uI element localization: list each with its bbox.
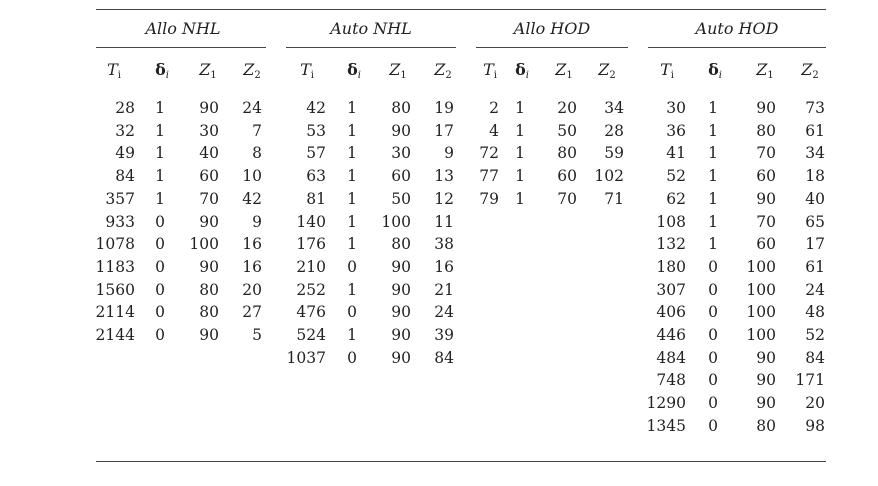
column-header-subscript: 1 xyxy=(767,70,774,81)
table-cell: 484 xyxy=(656,348,686,367)
group-title: Allo HOD xyxy=(513,19,591,38)
table-cell: 90 xyxy=(756,99,776,117)
table-cell: 20 xyxy=(805,394,825,413)
table-cell: 476 xyxy=(296,303,326,322)
table-cell: 80 xyxy=(199,280,219,299)
table-cell: 28 xyxy=(604,121,624,140)
table-cell: 0 xyxy=(708,416,718,435)
table-cell: 90 xyxy=(199,99,219,117)
table-cell: 28 xyxy=(115,99,135,117)
column-header xyxy=(389,60,407,86)
column-header-subscript: 2 xyxy=(609,70,616,81)
table-cell: 70 xyxy=(756,212,776,231)
column-header-symbol: Z xyxy=(801,60,813,79)
table-cell: 61 xyxy=(805,257,825,276)
table-cell: 84 xyxy=(434,348,454,367)
table-cell: 10 xyxy=(242,167,262,186)
group-underline xyxy=(286,47,456,48)
column-header-subscript: i xyxy=(357,70,361,81)
column-header-symbol: Z xyxy=(199,60,211,79)
table-cell: 24 xyxy=(434,303,454,322)
table-cell: 0 xyxy=(708,257,718,276)
table-cell: 307 xyxy=(656,280,686,299)
table-cell: 100 xyxy=(189,235,219,254)
table-cell: 176 xyxy=(296,235,326,254)
table-cell: 77 xyxy=(479,167,499,186)
table-cell: 102 xyxy=(594,167,624,186)
table-cell: 90 xyxy=(756,189,776,208)
column-header xyxy=(199,60,217,86)
table-cell: 90 xyxy=(199,212,219,231)
table-cell: 80 xyxy=(391,99,411,117)
group-title: Allo NHL xyxy=(145,19,221,38)
table-cell: 16 xyxy=(434,257,454,276)
table-cell: 1037 xyxy=(286,348,326,367)
group-underline xyxy=(648,47,826,48)
table-cell: 1 xyxy=(155,99,165,117)
table-cell: 180 xyxy=(656,257,686,276)
table-cell: 84 xyxy=(805,348,825,367)
table-cell: 30 xyxy=(666,99,686,117)
column-header-subscript: i xyxy=(117,70,121,81)
table-cell: 0 xyxy=(708,371,718,390)
column-header-symbol: Z xyxy=(756,60,768,79)
column-header xyxy=(434,60,452,86)
table-cell: 52 xyxy=(666,167,686,186)
table-cell: 50 xyxy=(557,121,577,140)
table-cell: 2114 xyxy=(95,303,135,322)
column-header-symbol: Z xyxy=(555,60,567,79)
table-cell: 13 xyxy=(434,167,454,186)
table-cell: 60 xyxy=(756,235,776,254)
table-cell: 1 xyxy=(347,326,357,344)
column-header xyxy=(598,60,616,86)
table-cell: 0 xyxy=(347,348,357,367)
table-cell: 62 xyxy=(666,189,686,208)
table-cell: 108 xyxy=(656,212,686,231)
table-cell: 171 xyxy=(795,371,825,390)
table-cell: 70 xyxy=(756,144,776,163)
table-cell: 1 xyxy=(347,121,357,140)
table-cell: 1 xyxy=(155,144,165,163)
table-cell: 0 xyxy=(155,212,165,231)
table-cell: 524 xyxy=(296,326,326,344)
column-header-subscript: 2 xyxy=(812,70,819,81)
table-cell: 140 xyxy=(296,212,326,231)
column-header xyxy=(347,60,361,86)
group-title: Auto HOD xyxy=(695,19,779,38)
table-cell: 1 xyxy=(708,121,718,140)
table-cell: 100 xyxy=(746,303,776,322)
table-cell: 1 xyxy=(347,144,357,163)
column-header-symbol: δ xyxy=(155,60,166,79)
table-cell: 1 xyxy=(155,167,165,186)
column-header-subscript: i xyxy=(310,70,314,81)
group-underline xyxy=(96,47,266,48)
table-cell: 1 xyxy=(515,121,525,140)
table-cell: 1 xyxy=(708,189,718,208)
column-header-symbol: T xyxy=(483,60,494,79)
table-cell: 24 xyxy=(242,99,262,117)
table-cell: 1 xyxy=(347,212,357,231)
table-cell: 1 xyxy=(708,144,718,163)
table-cell: 34 xyxy=(805,144,825,163)
table-cell: 0 xyxy=(155,303,165,322)
column-header-subscript: 2 xyxy=(445,70,452,81)
table-cell: 24 xyxy=(805,280,825,299)
column-header-subscript: 1 xyxy=(566,70,573,81)
table-cell: 0 xyxy=(347,303,357,322)
table-cell: 1 xyxy=(347,280,357,299)
table-cell: 16 xyxy=(242,257,262,276)
table-cell: 18 xyxy=(805,167,825,186)
table-cell: 73 xyxy=(805,99,825,117)
column-header xyxy=(555,60,573,86)
table-cell: 1290 xyxy=(646,394,686,413)
table-cell: 8 xyxy=(252,144,262,163)
table-cell: 61 xyxy=(805,121,825,140)
table-cell: 34 xyxy=(604,99,624,117)
table-cell: 0 xyxy=(708,348,718,367)
table-cell: 90 xyxy=(391,257,411,276)
column-header xyxy=(660,60,674,86)
table-cell: 71 xyxy=(604,189,624,208)
column-header-symbol: T xyxy=(107,60,118,79)
table-cell: 1 xyxy=(347,99,357,117)
column-header-subscript: i xyxy=(670,70,674,81)
table-cell: 0 xyxy=(155,280,165,299)
table-cell: 80 xyxy=(557,144,577,163)
table-cell: 1 xyxy=(515,99,525,117)
table-cell: 2 xyxy=(489,99,499,117)
table-cell: 50 xyxy=(391,189,411,208)
table-cell: 52 xyxy=(805,326,825,344)
table-cell: 2144 xyxy=(95,326,135,344)
table-cell: 1 xyxy=(347,167,357,186)
table-cell: 20 xyxy=(242,280,262,299)
table-cell: 42 xyxy=(306,99,326,117)
column-header-symbol: T xyxy=(300,60,311,79)
table-cell: 100 xyxy=(381,212,411,231)
table-cell: 41 xyxy=(666,144,686,163)
column-header-symbol: Z xyxy=(243,60,255,79)
table-cell: 84 xyxy=(115,167,135,186)
table-cell: 90 xyxy=(391,303,411,322)
table-cell: 1 xyxy=(155,189,165,208)
table-cell: 60 xyxy=(557,167,577,186)
top-rule xyxy=(96,9,826,10)
table-cell: 80 xyxy=(199,303,219,322)
table-cell: 1 xyxy=(708,212,718,231)
table-cell: 30 xyxy=(391,144,411,163)
table-cell: 70 xyxy=(557,189,577,208)
column-header-subscript: i xyxy=(493,70,497,81)
table-cell: 21 xyxy=(434,280,454,299)
table-cell: 1 xyxy=(515,167,525,186)
table-cell: 132 xyxy=(656,235,686,254)
column-header xyxy=(243,60,261,86)
table-cell: 90 xyxy=(756,348,776,367)
table-cell: 0 xyxy=(155,326,165,344)
table-cell: 100 xyxy=(746,280,776,299)
table-cell: 7 xyxy=(252,121,262,140)
table-cell: 38 xyxy=(434,235,454,254)
table-cell: 63 xyxy=(306,167,326,186)
table-cell: 5 xyxy=(252,326,262,344)
table-cell: 81 xyxy=(306,189,326,208)
table-cell: 90 xyxy=(391,326,411,344)
column-header-subscript: 1 xyxy=(210,70,217,81)
table-cell: 1345 xyxy=(646,416,686,435)
table-cell: 90 xyxy=(391,280,411,299)
table-cell: 80 xyxy=(756,416,776,435)
column-header-subscript: 2 xyxy=(254,70,261,81)
table-cell: 11 xyxy=(434,212,454,231)
column-header xyxy=(155,60,169,86)
column-header xyxy=(708,60,722,86)
group-underline xyxy=(476,47,628,48)
column-header xyxy=(300,60,314,86)
table-cell: 9 xyxy=(444,144,454,163)
table-cell: 79 xyxy=(479,189,499,208)
table-cell: 100 xyxy=(746,257,776,276)
table-cell: 90 xyxy=(391,121,411,140)
table-cell: 39 xyxy=(434,326,454,344)
column-header-symbol: Z xyxy=(389,60,401,79)
table-cell: 42 xyxy=(242,189,262,208)
table-cell: 17 xyxy=(805,235,825,254)
table-cell: 30 xyxy=(199,121,219,140)
table-cell: 59 xyxy=(604,144,624,163)
column-header-subscript: i xyxy=(165,70,169,81)
table-cell: 0 xyxy=(708,280,718,299)
table-cell: 446 xyxy=(656,326,686,344)
table-cell: 98 xyxy=(805,416,825,435)
group-title: Auto NHL xyxy=(330,19,412,38)
table-cell: 1078 xyxy=(95,235,135,254)
table-cell: 1 xyxy=(708,99,718,117)
table-cell: 40 xyxy=(805,189,825,208)
table-cell: 65 xyxy=(805,212,825,231)
table-cell: 1 xyxy=(515,144,525,163)
table-cell: 1 xyxy=(708,167,718,186)
table-cell: 48 xyxy=(805,303,825,322)
table-cell: 80 xyxy=(756,121,776,140)
table-cell: 17 xyxy=(434,121,454,140)
table-cell: 357 xyxy=(105,189,135,208)
table-cell: 1 xyxy=(347,235,357,254)
table-cell: 0 xyxy=(347,257,357,276)
table-cell: 20 xyxy=(557,99,577,117)
table-cell: 252 xyxy=(296,280,326,299)
table-cell: 53 xyxy=(306,121,326,140)
column-header-subscript: i xyxy=(718,70,722,81)
table-cell: 60 xyxy=(199,167,219,186)
column-header-symbol: Z xyxy=(434,60,446,79)
column-header-subscript: i xyxy=(525,70,529,81)
table-cell: 16 xyxy=(242,235,262,254)
table-cell: 32 xyxy=(115,121,135,140)
table-cell: 60 xyxy=(756,167,776,186)
table-cell: 1 xyxy=(515,189,525,208)
column-header-subscript: 1 xyxy=(400,70,407,81)
column-header xyxy=(756,60,774,86)
table-cell: 19 xyxy=(434,99,454,117)
column-header xyxy=(107,60,121,86)
table-cell: 100 xyxy=(746,326,776,344)
table-cell: 0 xyxy=(708,303,718,322)
column-header-symbol: Z xyxy=(598,60,610,79)
table-cell: 70 xyxy=(199,189,219,208)
table-cell: 0 xyxy=(708,394,718,413)
column-header-symbol: T xyxy=(660,60,671,79)
table-cell: 748 xyxy=(656,371,686,390)
table-cell: 36 xyxy=(666,121,686,140)
table-cell: 90 xyxy=(756,394,776,413)
column-header-symbol: δ xyxy=(708,60,719,79)
table-cell: 406 xyxy=(656,303,686,322)
column-header xyxy=(515,60,529,86)
table-cell: 1560 xyxy=(95,280,135,299)
table-cell: 1 xyxy=(347,189,357,208)
table-cell: 90 xyxy=(199,257,219,276)
table-cell: 0 xyxy=(155,257,165,276)
table-cell: 0 xyxy=(708,326,718,344)
table-cell: 49 xyxy=(115,144,135,163)
table-cell: 933 xyxy=(105,212,135,231)
table-cell: 90 xyxy=(199,326,219,344)
table-cell: 90 xyxy=(391,348,411,367)
table-cell: 80 xyxy=(391,235,411,254)
column-header xyxy=(483,60,497,86)
table-cell: 1 xyxy=(155,121,165,140)
bottom-rule xyxy=(96,461,826,462)
table-cell: 1 xyxy=(708,235,718,254)
table-cell: 4 xyxy=(489,121,499,140)
table-cell: 9 xyxy=(252,212,262,231)
column-header-symbol: δ xyxy=(515,60,526,79)
table-cell: 40 xyxy=(199,144,219,163)
table-cell: 90 xyxy=(756,371,776,390)
table-cell: 57 xyxy=(306,144,326,163)
column-header xyxy=(801,60,819,86)
table-cell: 0 xyxy=(155,235,165,254)
table-cell: 1183 xyxy=(95,257,135,276)
table-cell: 60 xyxy=(391,167,411,186)
table-cell: 210 xyxy=(296,257,326,276)
table-cell: 72 xyxy=(479,144,499,163)
table-cell: 12 xyxy=(434,189,454,208)
column-header-symbol: δ xyxy=(347,60,358,79)
table-cell: 27 xyxy=(242,303,262,322)
